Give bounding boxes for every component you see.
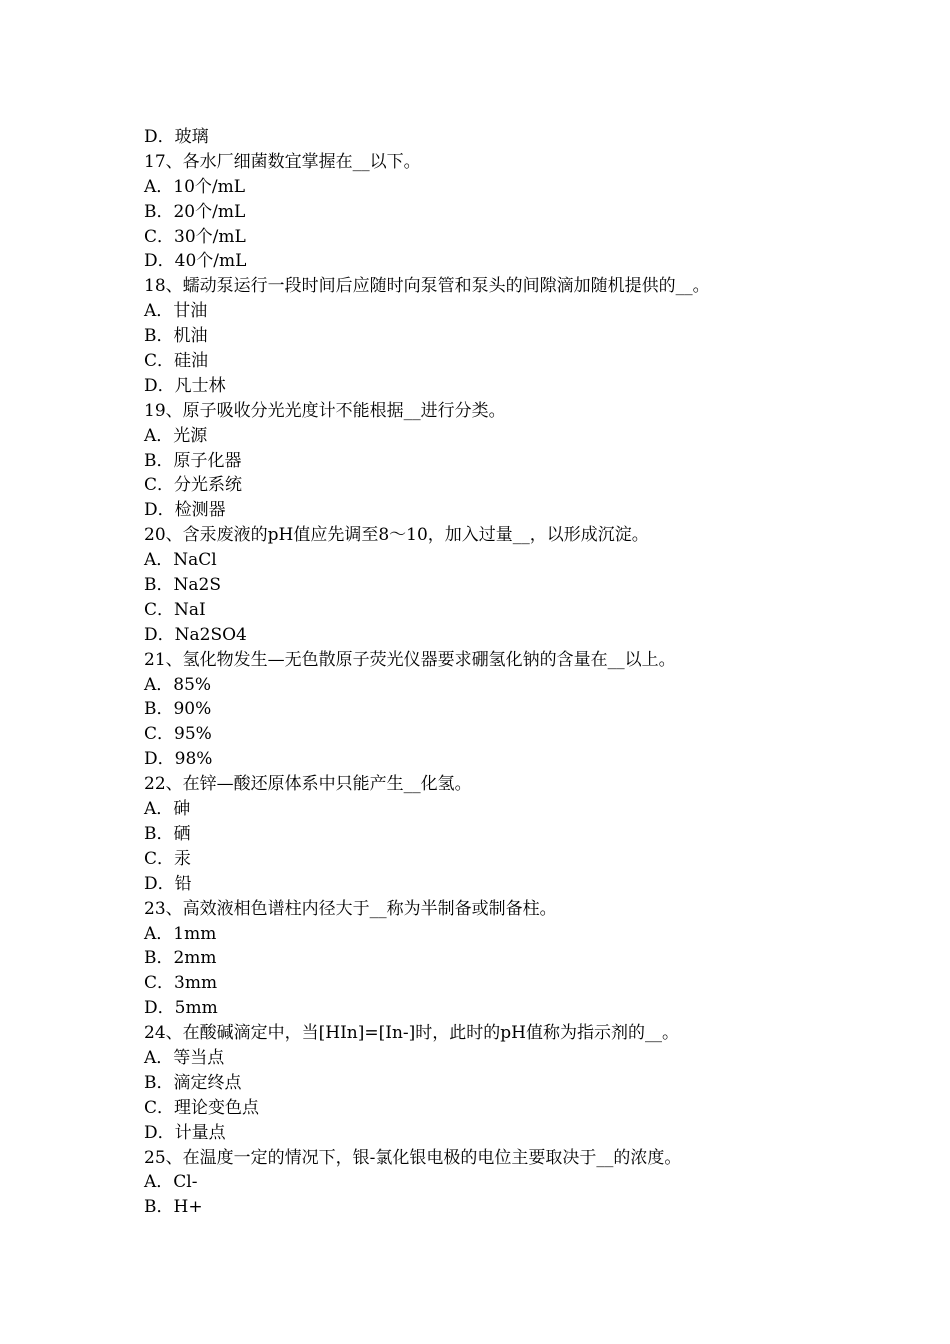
question-line: 20、含汞废液的pH值应先调至8～10，加入过量__，以形成沉淀。 bbox=[144, 525, 649, 546]
option-line: D．计量点 bbox=[144, 1122, 226, 1143]
option-line: D．Na2SO4 bbox=[144, 624, 247, 645]
document-body bbox=[144, 125, 824, 1220]
option-line: D．检测器 bbox=[144, 500, 226, 521]
option-line: B．滴定终点 bbox=[144, 1072, 242, 1093]
option-line: B．20个/mL bbox=[144, 201, 246, 222]
option-line: B．Na2S bbox=[144, 575, 221, 596]
option-line: A．85% bbox=[144, 674, 212, 695]
question-line: 19、原子吸收分光光度计不能根据__进行分类。 bbox=[144, 400, 506, 421]
option-line: C．理论变色点 bbox=[144, 1097, 260, 1118]
option-line: B．H+ bbox=[144, 1197, 203, 1218]
question-line: 24、在酸碱滴定中，当[HIn]=[In-]时，此时的pH值称为指示剂的__。 bbox=[144, 1023, 680, 1044]
question-line: 23、高效液相色谱柱内径大于__称为半制备或制备柱。 bbox=[144, 898, 557, 919]
question-line: 17、各水厂细菌数宜掌握在__以下。 bbox=[144, 151, 421, 172]
option-line: C．汞 bbox=[144, 848, 192, 869]
option-line: B．90% bbox=[144, 699, 212, 720]
option-line: D．玻璃 bbox=[144, 127, 209, 147]
option-line: C．30个/mL bbox=[144, 226, 246, 247]
question-line: 18、蠕动泵运行一段时间后应随时向泵管和泵头的间隙滴加随机提供的__。 bbox=[144, 276, 710, 297]
option-line: D．5mm bbox=[144, 998, 218, 1019]
option-line: D．98% bbox=[144, 749, 213, 770]
question-line: 22、在锌—酸还原体系中只能产生__化氢。 bbox=[144, 774, 472, 795]
option-line: D．凡士林 bbox=[144, 375, 226, 396]
option-line: A．甘油 bbox=[144, 301, 208, 322]
option-line: D．40个/mL bbox=[144, 251, 247, 272]
option-line: D．铅 bbox=[144, 873, 192, 894]
option-line: C．硅油 bbox=[144, 351, 209, 372]
option-line: A．1mm bbox=[144, 923, 217, 944]
question-line: 25、在温度一定的情况下，银-氯化银电极的电位主要取决于__的浓度。 bbox=[144, 1147, 682, 1168]
option-line: A．砷 bbox=[144, 799, 191, 820]
option-line: A．Cl- bbox=[144, 1172, 198, 1193]
option-line: A．光源 bbox=[144, 425, 208, 446]
option-line: A．等当点 bbox=[144, 1047, 225, 1068]
option-line: B．机油 bbox=[144, 326, 208, 347]
option-line: C．95% bbox=[144, 724, 212, 745]
option-line: C．分光系统 bbox=[144, 475, 243, 496]
option-line: A．NaCl bbox=[144, 550, 217, 571]
question-line: 21、氢化物发生—无色散原子荧光仪器要求硼氢化钠的含量在__以上。 bbox=[144, 649, 676, 670]
option-line: B．原子化器 bbox=[144, 450, 242, 471]
option-line: B．硒 bbox=[144, 823, 191, 844]
option-line: A．10个/mL bbox=[144, 176, 246, 197]
option-line: C．NaI bbox=[144, 599, 206, 620]
option-line: C．3mm bbox=[144, 973, 218, 994]
option-line: B．2mm bbox=[144, 948, 217, 969]
